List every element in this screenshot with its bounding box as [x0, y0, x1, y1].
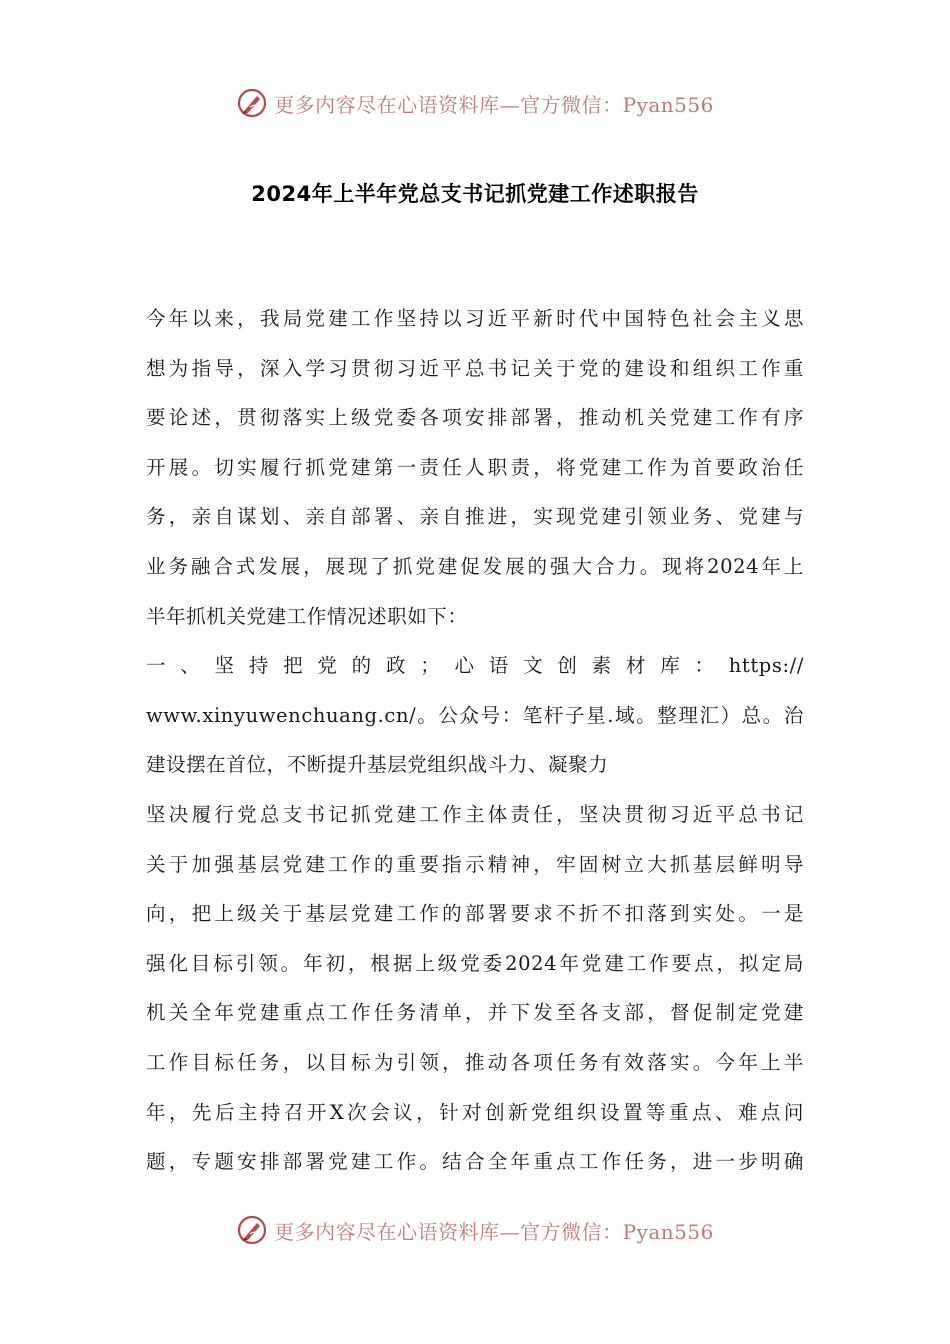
body-line: 要论述，贯彻落实上级党委各项安排部署，推动机关党建工作有序 — [146, 406, 804, 430]
body-line: 今年以来，我局党建工作坚持以习近平新时代中国特色社会主义思 — [146, 307, 804, 330]
body-line: 年，先后主持召开X次会议，针对创新党组织设置等重点、难点问 — [146, 1100, 804, 1124]
header-banner — [0, 83, 950, 123]
body-line: 工作目标任务，以目标为引领，推动各项任务有效落实。今年上半 — [146, 1050, 804, 1074]
pen-logo-icon — [236, 87, 268, 119]
document-body — [146, 294, 804, 1187]
header-banner-text: 更多内容尽在心语资料库—官方微信：Pyan556 — [274, 92, 714, 117]
section-heading-line: 建设摆在首位，不断提升基层党组织战斗力、凝聚力 — [146, 753, 609, 777]
footer-banner-text: 更多内容尽在心语资料库—官方微信：Pyan556 — [274, 1219, 714, 1244]
footer-banner — [0, 1210, 950, 1250]
body-line: 向，把上级关于基层党建工作的部署要求不折不扣落到实处。一是 — [146, 902, 804, 926]
body-line: 务，亲自谋划、亲自部署、亲自推进，实现党建引领业务、党建与 — [146, 505, 804, 529]
document-title: 2024年上半年党总支书记抓党建工作述职报告 — [251, 182, 699, 206]
body-line: 业务融合式发展，展现了抓党建促发展的强大合力。现将2024年上 — [146, 554, 804, 578]
section-heading-line: 一、坚持把党的政；心语文创素材库：https:// — [146, 654, 804, 678]
pen-logo-icon — [236, 1214, 268, 1246]
body-line: 想为指导，深入学习贯彻习近平总书记关于党的建设和组织工作重 — [146, 356, 804, 380]
body-line: 关于加强基层党建工作的重要指示精神，牢固树立大抓基层鲜明导 — [146, 852, 804, 876]
body-line: 题，专题安排部署党建工作。结合全年重点工作任务，进一步明确 — [146, 1150, 804, 1174]
body-line: 强化目标引领。年初，根据上级党委2024年党建工作要点，拟定局 — [146, 951, 804, 975]
body-line: 机关全年党建重点工作任务清单，并下发至各支部，督促制定党建 — [146, 1001, 804, 1025]
body-line: 开展。切实履行抓党建第一责任人职责，将党建工作为首要政治任 — [146, 455, 804, 479]
section-heading-line: www.xinyuwenchuang.cn/。公众号：笔杆子星.域。整理汇）总。治 — [146, 703, 804, 727]
body-line: 坚决履行党总支书记抓党建工作主体责任，坚决贯彻习近平总书记 — [146, 802, 804, 826]
body-line: 半年抓机关党建工作情况述职如下： — [146, 604, 468, 628]
